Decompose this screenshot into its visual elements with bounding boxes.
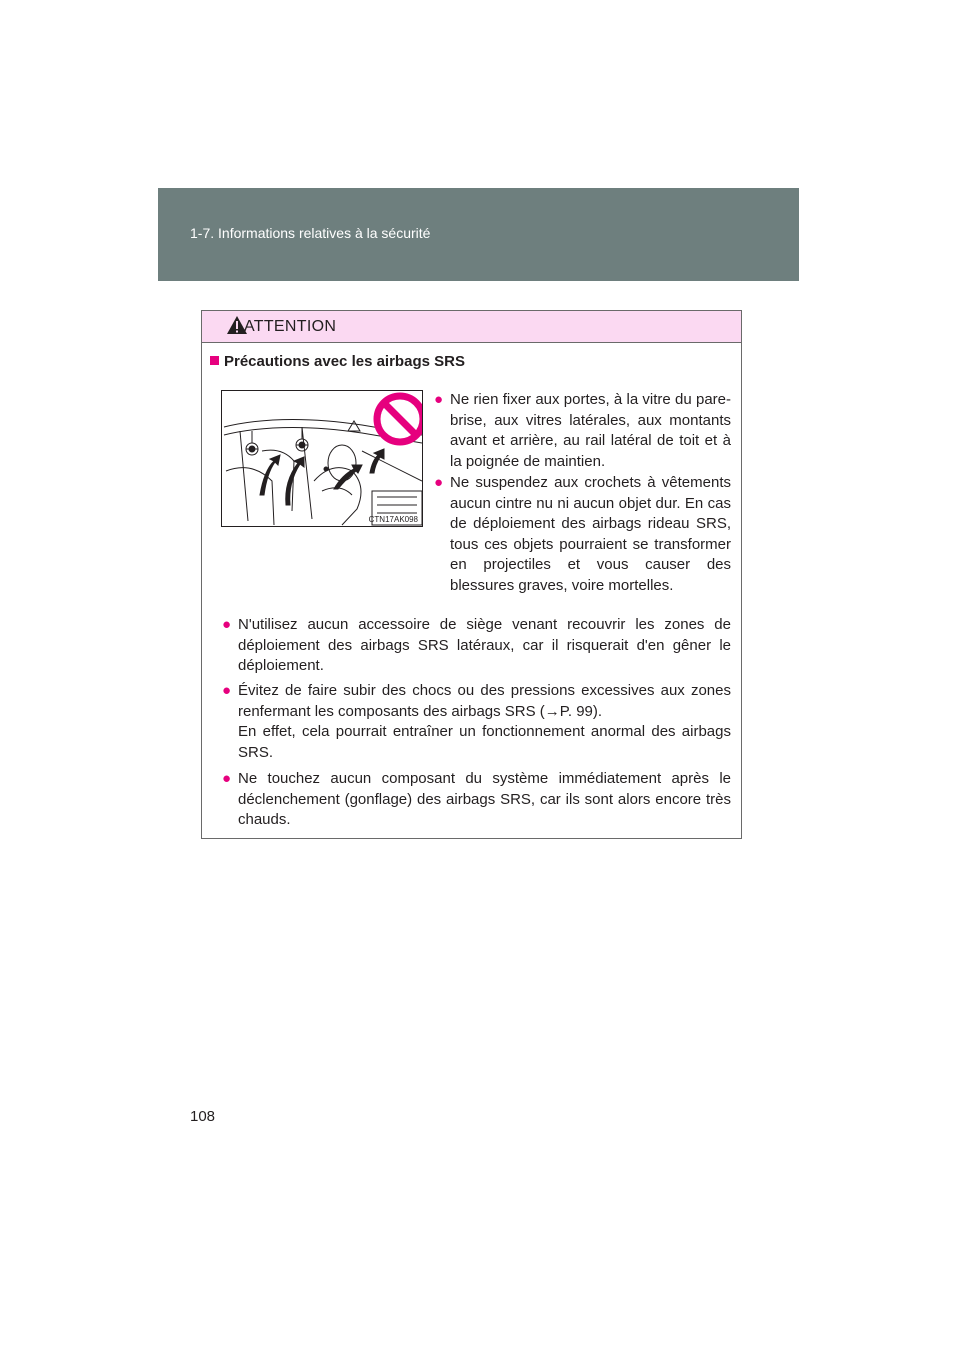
bullet-dot-icon: ● <box>222 616 232 633</box>
bullet-item-5 <box>222 769 731 831</box>
bullet-text: N'utilisez aucun accessoire de siège venant recouvrir les zones de déploiement des airbags SRS latéraux, car il risquerait d'en gêner le déploiement. <box>238 616 731 674</box>
bullet-text-continued: En effet, cela pourrait entraîner un fonctionnement anormal des airbags SRS. <box>238 723 731 761</box>
bullet-text: Ne suspendez aux crochets à vêtements aucun cintre nu ni aucun objet dur. En cas de déploiement des airbags rideau SRS, tous ces objets pourraient se transformer en projectiles et vous causer des blessures graves, voire mortelles. <box>450 474 731 594</box>
bullet-item-4 <box>222 681 731 763</box>
figure-code: CTN17AK098 <box>368 515 418 524</box>
warning-header <box>202 311 741 343</box>
warning-subhead-text: Précautions avec les airbags SRS <box>224 353 465 370</box>
bullet-text: Ne touchez aucun composant du système immédiatement après le déclenchement (gonflage) des airbags SRS, car ils sont alors encore très chauds. <box>238 770 731 828</box>
page-number: 108 <box>190 1108 216 1125</box>
warning-box <box>201 310 742 839</box>
bullet-item-2 <box>434 473 731 596</box>
bullet-item-3 <box>222 615 731 677</box>
airbag-illustration <box>221 390 423 527</box>
car-interior-drawing <box>222 391 423 527</box>
bullet-text: Évitez de faire subir des chocs ou des pressions excessives aux zones renfermant les composants des airbags SRS (→P. 99). <box>238 682 731 720</box>
bullet-dot-icon: ● <box>434 391 444 408</box>
warning-subhead <box>210 353 465 370</box>
warning-title: ATTENTION <box>244 318 337 335</box>
bullet-text: Ne rien fixer aux portes, à la vitre du pare-brise, aux vitres latérales, aux montants avant et arrière, au rail latéral de toit et à la poignée de maintien. <box>450 391 731 470</box>
bullet-dot-icon: ● <box>222 682 232 699</box>
bullet-dot-icon: ● <box>434 474 444 491</box>
bullet-dot-icon: ● <box>222 770 232 787</box>
square-bullet-icon <box>210 356 219 365</box>
section-title: 1-7. Informations relatives à la sécurité <box>190 225 431 241</box>
bullet-item-1 <box>434 390 731 472</box>
